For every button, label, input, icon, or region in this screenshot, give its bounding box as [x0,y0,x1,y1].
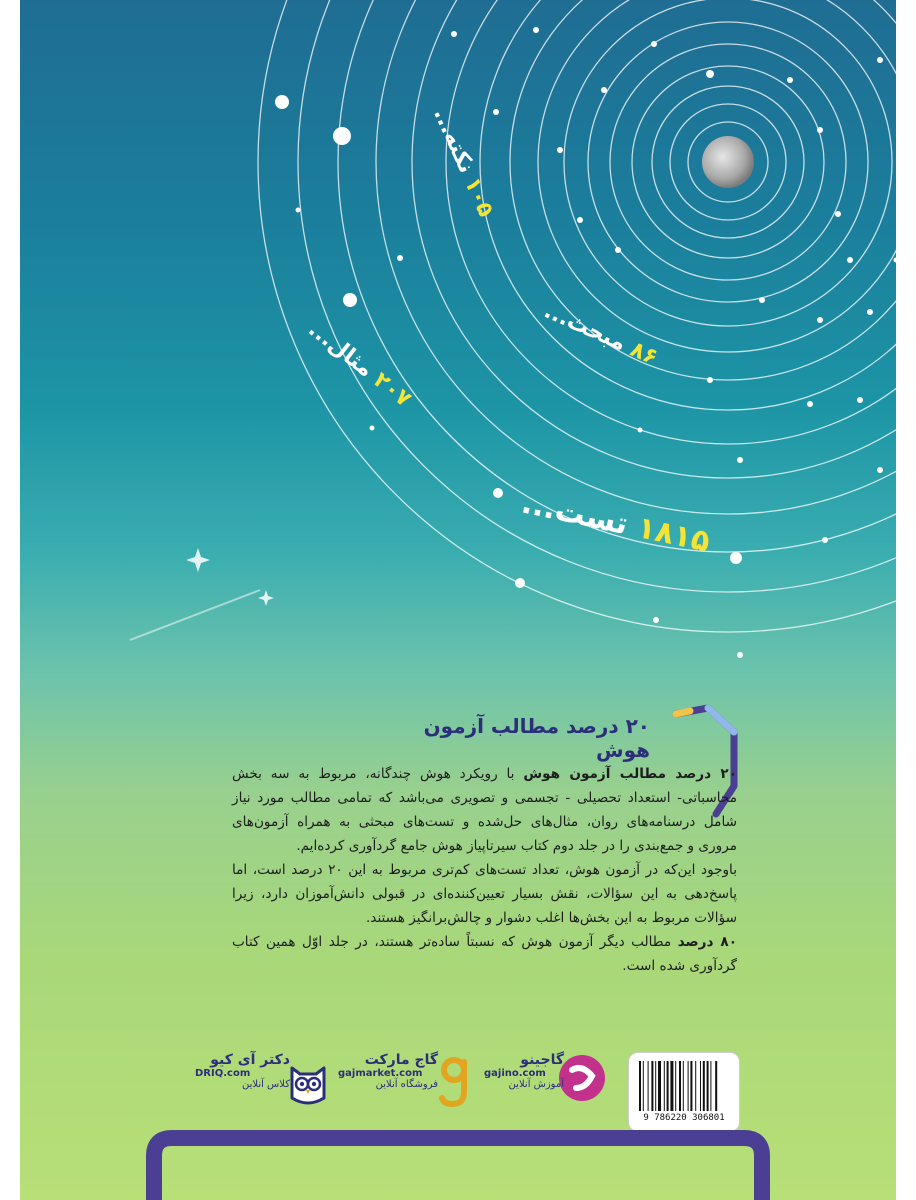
isbn-barcode [628,1052,740,1132]
info-paragraph-3 [232,930,737,978]
test-text: تست... [518,485,632,543]
barcode-number: 9 786220 306801 [643,1113,725,1123]
gajino-name: گاجینو [520,1052,564,1068]
book-back-cover [20,0,896,1200]
info-p2-text: باوجود این‌که در آزمون هوش، تعداد تست‌های کم‌تری مربوط به این ۲۰ درصد است، اما پاسخ‌دهی به این سؤالات، نقش بسیار تعیین‌کننده‌ای در قبولی دانش‌آموزان دارد، زیرا سؤالات مربوط به این بخش‌ها اغلب دشوار و چالش‌برانگیز هستند. [232,862,737,926]
mabhas-count: ۸۶ [626,336,662,371]
driq-name: دکتر آی کیو [210,1052,290,1068]
info-body [232,762,737,978]
logo-gajmarket [338,1052,438,1090]
info-paragraph-2 [232,858,737,930]
info-title: ۲۰ درصد مطالب آزمون هوش [423,714,650,762]
driq-sub: کلاس آنلاین [241,1079,290,1090]
logo-gajino [484,1052,564,1090]
mesal-count: ۲۰۷ [368,367,416,413]
info-p3-bold: ۸۰ درصد [677,934,737,950]
nokte-text: نکته... [428,104,479,177]
bottom-frame [20,1130,896,1200]
barcode-bars [639,1061,729,1111]
gajmarket-name: گاج مارکت [364,1052,438,1068]
info-p1-bold: ۲۰ درصد مطالب آزمون هوش [523,766,737,782]
orbit-stars [275,27,896,658]
mabhas-text: مبحث... [540,298,630,357]
gajmarket-sub: فروشگاه آنلاین [375,1079,438,1090]
driq-site: DRIQ.com [195,1068,251,1079]
info-paragraph-1 [232,762,737,858]
mesal-text: مثال... [303,316,378,383]
nokte-count: ۱۰۵ [459,173,499,221]
shooting-star [130,590,260,640]
orbit-sky-illustration [20,0,896,700]
test-count: ۱۸۱۵ [634,510,713,560]
sparkle-stars [186,548,274,606]
info-p3-text: مطالب دیگر آزمون هوش که نسبتاً ساده‌تر هستند، در جلد اوّل همین کتاب گردآوری شده است. [232,934,737,974]
moon-planet [702,136,754,188]
gajino-sub: آموزش آنلاین [508,1079,564,1090]
gajmarket-site: gajmarket.com [338,1068,423,1079]
gajino-site: gajino.com [484,1068,546,1079]
logo-driq [195,1052,290,1090]
owl-icon [288,1060,328,1106]
info-p1-text: با رویکرد هوش چندگانه، مربوط به سه بخش محاسباتی- استعداد تحصیلی - تجسمی و تصویری می‌باشد که تمامی مطالب مورد نیاز شامل درسنامه‌های روان، مثال‌های حل‌شده و تست‌های مبحثی به همراه آزمون‌های مروری و جمع‌بندی را در جلد دوم کتاب سیرتاپیاز هوش جامع گردآوری کرده‌ایم. [232,766,737,854]
gajmarket-g-icon [438,1052,470,1110]
